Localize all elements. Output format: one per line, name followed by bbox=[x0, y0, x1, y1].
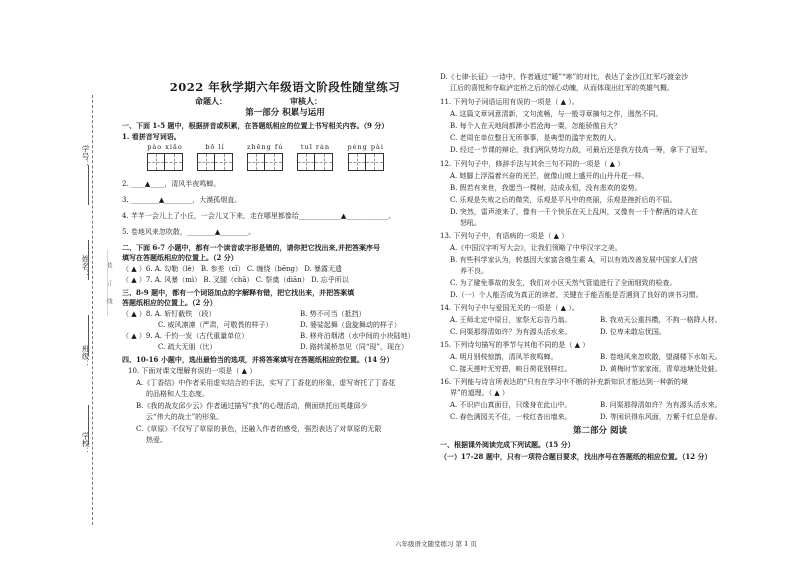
q15: 15. 下列诗句描写的季节与其他不同的是（ ▲ ） bbox=[440, 341, 590, 349]
q11d: D. 经过一节课的辩论，我们两队势均力敌，可最后还是我方技高一筹，拿下了冠军。 bbox=[450, 146, 712, 154]
write-cell[interactable] bbox=[197, 153, 215, 171]
q14c: C. 问渠那得清如许？为有源头活水来。 bbox=[450, 328, 572, 336]
q6-line: （ ▲ ）6. A. 勾勒（lè） B. 参差（cī） C. 缠绕（bēng） D. 暴露无遗 bbox=[122, 265, 343, 273]
q8d: D. 婆娑起舞（盘旋舞动的样子） bbox=[300, 321, 401, 329]
q10c2: 热爱。 bbox=[146, 436, 167, 444]
write-cell[interactable] bbox=[366, 153, 384, 171]
q16: 16. 下列能与诗言所表达的“只有在学习中不断的补充新知识才能达到一种新的境 bbox=[440, 378, 688, 386]
page-footer: 六年级语文随堂练习 第 1 页 bbox=[395, 540, 477, 548]
q16-2: 界”的道理。（ ▲ ） bbox=[450, 389, 509, 397]
q13: 13. 下列句子中，有语病的一项是（ ▲ ） bbox=[440, 232, 569, 240]
q12c: C. 乐观是失败之后的微笑，乐观是平凡中的亮丽，乐观是挫折后的不屈。 bbox=[450, 196, 677, 204]
q10d2: 江后的喜悦和夺取泸定桥之后的惊心动魄，从而体现出红军的英雄气概。 bbox=[450, 84, 674, 92]
q16a: A. 不识庐山真面目，只缘身在此山中。 bbox=[450, 401, 572, 409]
q2-line: 2. ____▲____，清风半夜鸣蝉。 bbox=[122, 180, 221, 188]
q1-sub: 1. 看拼音写词语。 bbox=[122, 132, 181, 141]
side-blank-id bbox=[88, 165, 90, 205]
pinyin-item bbox=[147, 143, 183, 171]
q14b: B. 我劝天公重抖擞，不拘一格降人材。 bbox=[600, 316, 722, 324]
q15c: C. 接天莲叶无穷碧，映日荷花别样红。 bbox=[450, 365, 572, 373]
cut-line bbox=[92, 95, 93, 525]
pinyin-item bbox=[297, 143, 333, 171]
pinyin-item bbox=[347, 143, 384, 171]
q1-heading: 一、下面 1-5 题中，根据拼音或积累，在答题纸相应的位置上书写相关内容。（9 分） bbox=[122, 121, 389, 130]
q12b: B. 假若有来世，我愿当一棵树，站成永恒，没有悲欢的姿势。 bbox=[450, 184, 642, 192]
q2-heading2: 填写在答题纸相应的位置上。（2 分） bbox=[122, 253, 238, 262]
pinyin-item bbox=[247, 143, 283, 171]
q12d2: 怒吼。 bbox=[460, 219, 481, 227]
q8c: C. 威风凛凛（严肃，可敬畏的样子） bbox=[158, 321, 273, 329]
q3-heading2: 答题纸相应的位置上。（2 分） bbox=[122, 298, 217, 307]
part1-heading: 第一部分 积累与运用 bbox=[245, 108, 325, 118]
q13b: B. 有些科学家认为，转基因大家富含维生素 A，可以有效改善发展中国家人们营 bbox=[450, 256, 698, 264]
page-title: 2022 年秋学期六年级语文阶段性随堂练习 bbox=[169, 80, 401, 94]
part2-heading: 第二部分 阅读 bbox=[573, 426, 627, 436]
binding-margin bbox=[0, 0, 130, 561]
q9d: D. 路转溪桥忽见（同“现”，现在） bbox=[300, 343, 408, 351]
q10a2: 的品格和人生态度。 bbox=[146, 390, 209, 398]
side-blank-school bbox=[88, 405, 90, 445]
pinyin-text: pào xiāo bbox=[147, 143, 183, 151]
side-blank-class bbox=[88, 315, 90, 355]
q8a: （ ▲ ）8. A. 斩钉截铁 （段） bbox=[122, 310, 216, 318]
q2-heading: 二、下面 6-7 小题中，都有一个读音或字形是错的，请你把它找出来,并把答案序号 bbox=[122, 243, 380, 252]
write-cell[interactable] bbox=[297, 153, 315, 171]
q14: 14. 下列句子中与爱国无关的一项是（ ▲ ）。 bbox=[440, 304, 579, 312]
q11a: A. 这篇文章词意清新，文句流畅，与一般寻章摘句之作，迥然不同。 bbox=[450, 110, 663, 118]
write-cell[interactable] bbox=[265, 153, 283, 171]
q15a: A. 明月别枝惊鹊，清风半夜鸣蝉。 bbox=[450, 353, 558, 361]
q12a: A. 她脚上浮溢着兴奋的光芒，就像山坡上盛开的山丹丹花一样。 bbox=[450, 172, 649, 180]
q12: 12. 下列句子中，修辞手法与其余三句不同的一项是（ ▲ ） bbox=[440, 160, 625, 168]
reading-sub: （一）17-28 题中，只有一项符合题目要求，找出序号在答题纸的相应位置。（12 分） bbox=[440, 452, 712, 461]
q9b: B. 移舟泊烟渚（水中间的小块陆地） bbox=[300, 332, 415, 340]
write-cell[interactable] bbox=[348, 153, 366, 171]
pinyin-text: zhēng fú bbox=[247, 143, 284, 151]
q10d: D.《七律·长征》一诗中，作者通过“暖”“寒”的对比，表达了金沙江红军巧渡金沙 bbox=[440, 73, 689, 81]
q3-heading: 三、8-9 题中，都有一个词语加点的字解释有错，把它找出来，并把答案填 bbox=[122, 288, 355, 297]
cut-mark-text: ……装……订……线…… bbox=[105, 250, 113, 316]
q15b: B. 卷地风来忽吹散，望湖楼下水如天。 bbox=[600, 353, 722, 361]
q12d: D. 突然，雷声滚来了，像有一千个快乐在天上乱叫，又像有一千个醉酒的诗人在 bbox=[450, 208, 698, 216]
q11c: C. 老周在单位整日无所事事，是典型的滥竽充数的人。 bbox=[450, 134, 621, 142]
q16b-opt: B. 问渠那得清如许？为有源头活水来。 bbox=[600, 401, 722, 409]
q10b: B.《我的战友邱少云》作者通过描写“我”的心理活动，侧面烘托出英雄邱少 bbox=[136, 402, 368, 410]
q4-line: 4. 芊芊一会儿上了小丘，一会儿又下来，走在哪里都像给____________▲____________。 bbox=[122, 212, 396, 220]
q10a: A.《丁香结》中作者采用虚实结合的手法，实写了丁香花的形象，虚写寄托了丁香花 bbox=[136, 379, 396, 387]
pinyin-text: bō lí bbox=[205, 143, 225, 151]
setter-label: 命题人： bbox=[195, 96, 227, 106]
pinyin-text: péng pài bbox=[347, 143, 385, 151]
q10b2: 云“伟大的战士”的形象。 bbox=[146, 413, 224, 421]
pinyin-text: tuī rán bbox=[300, 143, 331, 151]
q13a: A.《中国汉字听写大会》，让我们领略了中华汉字之美。 bbox=[450, 244, 622, 252]
side-label-id: 学号： bbox=[81, 145, 91, 168]
q9a: （ ▲ ）9. A. 千钧一发（古代重量单位） bbox=[122, 332, 249, 340]
write-cell[interactable] bbox=[165, 153, 183, 171]
write-cell[interactable] bbox=[315, 153, 333, 171]
side-blank-name bbox=[88, 240, 90, 280]
q5-line: 5. 卷地风来忽吹散，________▲________。 bbox=[122, 228, 256, 236]
q4-heading: 四、10-16 小题中，选出最恰当的选项，并将答案填写在答题纸相应的位置。（14 分） bbox=[122, 355, 394, 364]
q16d: D. 等闲识得东风面，万紫千红总是春。 bbox=[600, 413, 722, 421]
q7-line: （ ▲ ）7. A. 风暴（mì） B. 叉腿（chā） C. 祭奠（diān） D. 忘乎所以 bbox=[122, 276, 349, 284]
side-label-school: 学校： bbox=[81, 432, 91, 455]
q11: 11. 下列句子词语运用有误的一项是（ ▲ ）。 bbox=[440, 98, 579, 106]
q14a: A. 王师北定中原日，家祭无忘告乃翁。 bbox=[450, 316, 572, 324]
reviewer-label: 审核人： bbox=[290, 96, 322, 106]
q10: 10. 下面对课文理解有误的一项是（ ▲ ） bbox=[128, 367, 257, 375]
side-label-class: 班级： bbox=[81, 345, 91, 368]
q13c: C. 为了避免事故的发生，我们对小区天然气管道进行了全面细致的检查。 bbox=[450, 279, 677, 287]
write-cell[interactable] bbox=[147, 153, 165, 171]
q11b: B. 每个人在天地间都渺小若沧海一粟，怎能骄傲自大？ bbox=[450, 122, 621, 130]
q9c: C. 疏大无朋（比） bbox=[158, 343, 217, 351]
q13d: D.（一）个人能否成为真正的读者，关键在于能否能是否遇到了良好的读书习惯。 bbox=[450, 291, 703, 299]
q3-line: 3. ________▲________，大漠孤烟直。 bbox=[122, 196, 242, 204]
write-cell[interactable] bbox=[247, 153, 265, 171]
side-label-name: 姓名： bbox=[81, 255, 91, 278]
q15d: D. 黄梅时节家家雨，青草池塘处处蛙。 bbox=[600, 365, 722, 373]
q8b: B. 势不可当（抵挡） bbox=[300, 310, 366, 318]
q10c: C.《草原》不仅写了草原的景色，还融入作者的感受，强烈表达了对草原的无限 bbox=[136, 425, 382, 433]
q16c: C. 春色满园关不住，一枝红杏出墙来。 bbox=[450, 413, 572, 421]
write-cell[interactable] bbox=[215, 153, 233, 171]
q14d: D. 位卑未敢忘忧国。 bbox=[600, 328, 666, 336]
pinyin-item bbox=[197, 143, 233, 171]
q13b2: 养不良。 bbox=[460, 267, 488, 275]
reading-heading: 一、根据课外阅读完成下列试题。（15 分） bbox=[440, 440, 575, 449]
pinyin-grid bbox=[147, 143, 384, 171]
